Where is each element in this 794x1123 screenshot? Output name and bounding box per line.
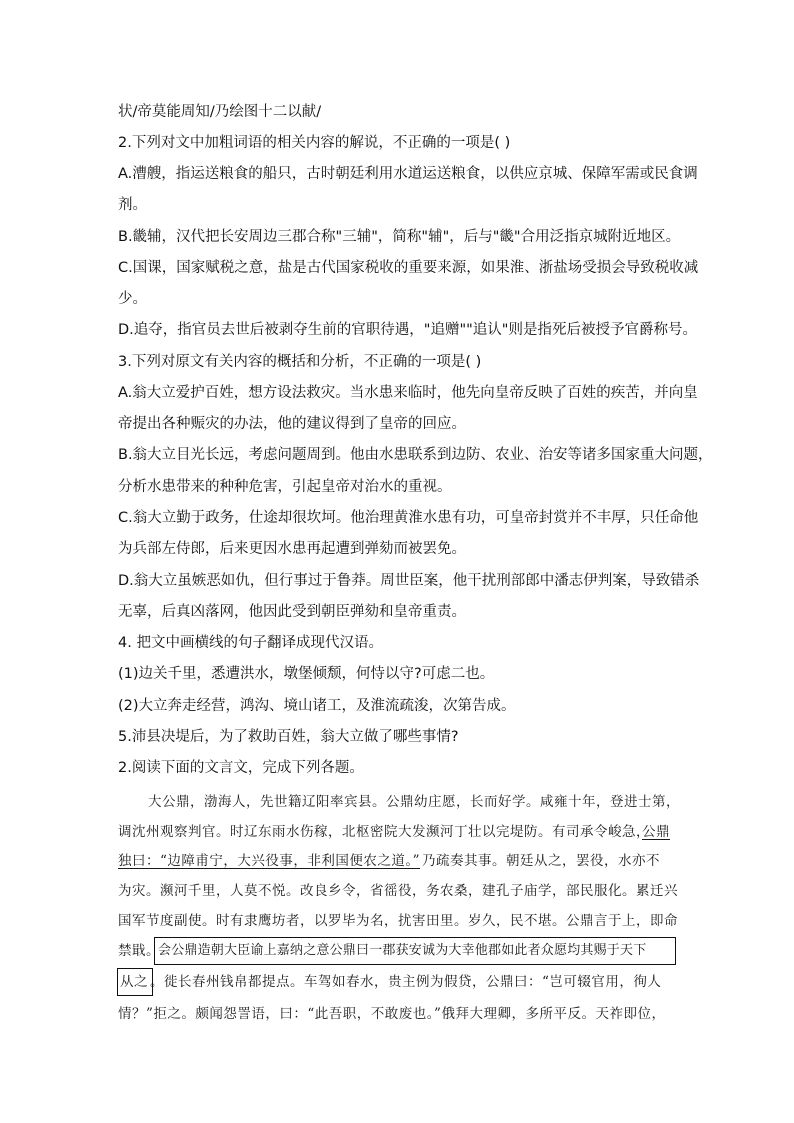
option-line: D.翁大立虽嫉恶如仇，但行事过于鲁莽。周世臣案，他干扰刑部郎中潘志伊判案，导致错杀 <box>118 573 700 589</box>
option-line: 为兵部左侍郎，后来更因水患再起遭到弹劾而被罢免。 <box>118 541 466 557</box>
option-line: C.国课，国家赋税之意，盐是古代国家税收的重要来源，如果淮、浙盐场受损会导致税收减 <box>118 260 699 276</box>
option-line: B.畿辅，汉代把长安周边三郡合称"三辅"，简称"辅"，后与"畿"合用泛指京城附近地区。 <box>118 229 681 245</box>
text-line: 状/帝莫能周知/乃绘图十二以献/ <box>118 104 322 120</box>
passage-line: 。徙长春州钱帛都提点。车驾如春水，贵主例为假贷，公鼎曰：“岂可辍官用，徇人 <box>150 974 662 990</box>
option-line: D.追夺，指官员去世后被剥夺生前的官职待遇，"追赠""追认"则是指死后被授予官爵称号。 <box>118 322 697 338</box>
boxed-sentence: 从之 <box>120 974 148 990</box>
passage-line: 情？”拒之。颇闻怨詈语，曰：“此吾职，不敢废也。”俄拜大理卿，多所平反。天祚即位， <box>118 1006 666 1022</box>
passage-line: 为灾。濒河千里，人莫不悦。改良乡令，省徭役，务农桑，建孔子庙学，部民服化。累迁兴 <box>118 883 678 899</box>
option-line: 分析水患带来的种种危害，引起皇帝对治水的重视。 <box>118 479 452 495</box>
question-3: 3.下列对原文有关内容的概括和分析，不正确的一项是( ) <box>118 354 482 370</box>
underlined-sentence: 独曰：“边障甫宁，大兴役事，非利国便农之道。” <box>118 853 421 869</box>
option-line: 少。 <box>118 291 147 307</box>
translation-item: (2)大立奔走经营，鸿沟、境山诸工，及淮流疏浚，次第告成。 <box>118 698 516 714</box>
passage-line: 大公鼎，渤海人，先世籍辽阳率宾县。公鼎幼庄愿，长而好学。咸雍十年，登进士第， <box>148 794 680 810</box>
translation-item: (1)边关千里，悉遭洪水，墩堡倾颓，何恃以守?可虑二也。 <box>118 666 495 682</box>
passage-line: 乃疏奏其事。朝廷从之，罢役，水亦不 <box>422 853 660 869</box>
option-line: C.翁大立勤于政务，仕途却很坎坷。他治理黄淮水患有功，可皇帝封赏并不丰厚，只任命他 <box>118 510 699 526</box>
section-heading: 2.阅读下面的文言文，完成下列各题。 <box>118 760 364 776</box>
question-4: 4. 把文中画横线的句子翻译成现代汉语。 <box>118 635 383 651</box>
question-2: 2.下列对文中加粗词语的相关内容的解说，不正确的一项是( ) <box>118 135 511 151</box>
option-line: 剂。 <box>118 197 147 213</box>
passage-line: 国军节度副使。时有隶鹰坊者，以罗毕为名，扰害田里。岁久，民不堪。公鼎言于上，即命 <box>118 913 678 929</box>
underlined-sentence: 公鼎 <box>642 824 670 840</box>
option-line: A.漕艘，指运送粮食的船只，古时朝廷利用水道运送粮食，以供应京城、保障军需或民食调 <box>118 166 698 182</box>
option-line: 帝提出各种赈灾的办法，他的建议得到了皇帝的回应。 <box>118 416 466 432</box>
boxed-sentence: 会公鼎造朝大臣谕上嘉纳之意公鼎曰一郡获安诚为大幸他郡如此者众愿均其赐于天下 <box>158 943 647 958</box>
question-5: 5.沛县决堤后，为了救助百姓，翁大立做了哪些事情? <box>118 729 459 745</box>
passage-line: 调沈州观察判官。时辽东雨水伤稼，北枢密院大发濒河丁壮以完堤防。有司承令峻急， <box>118 824 650 840</box>
passage-line: 禁戢。 <box>118 943 160 959</box>
option-line: A.翁大立爱护百姓，想方设法救灾。当水患来临时，他先向皇帝反映了百姓的疾苦，并向皇 <box>118 385 698 401</box>
option-line: 无辜，后真凶落网，他因此受到朝臣弹劾和皇帝重责。 <box>118 604 466 620</box>
option-line: B.翁大立目光长远，考虑问题周到。他由水患联系到边防、农业、治安等诸多国家重大问题， <box>118 447 713 463</box>
